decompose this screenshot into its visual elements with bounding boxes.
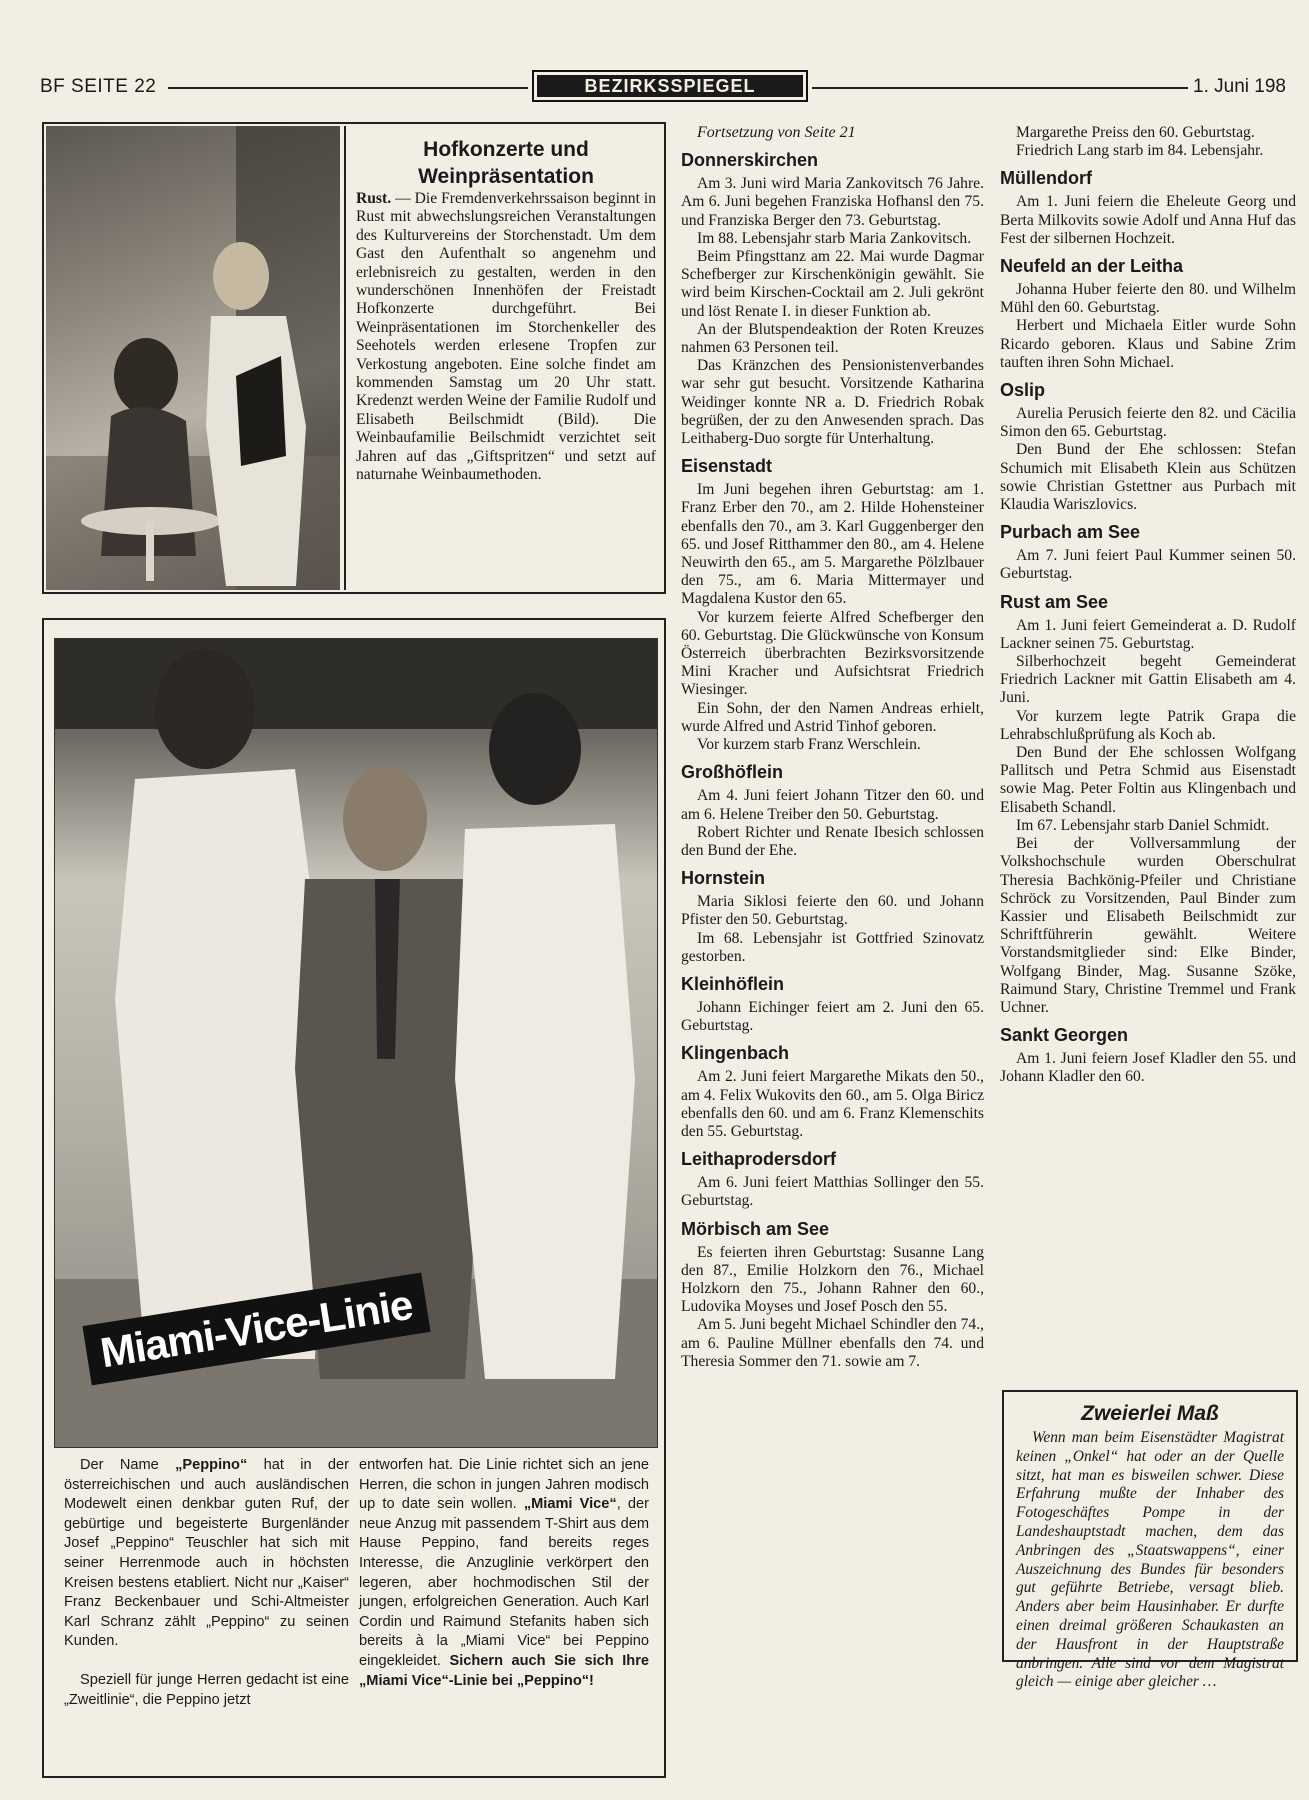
hofkonzerte-article [42, 122, 666, 594]
section-paragraph: Im Juni begehen ihren Geburtstag: am 1. Franz Erber den 70., am 2. Hilde Hohensteiner ebenfalls den 70., am 3. Karl Guggenberger den 65. und Josef Ritthammer den 80., am 4. Helene Neuwirth den 65., am 5. Margarethe Pölzlbauer den 75., am 6. Maria Mittermayer und Magdalena Kustor den 65. [681, 481, 984, 608]
header-rule-right [812, 87, 1188, 89]
section-heading: Rust am See [1000, 591, 1109, 612]
section-paragraph: Im 67. Lebensjahr starb Daniel Schmidt. [1016, 816, 1270, 834]
section-paragraph: Johann Eichinger feiert am 2. Juni den 65. Geburtstag. [681, 998, 984, 1035]
hofkonzerte-body [356, 190, 656, 485]
section-paragraph: Den Bund der Ehe schlossen: Stefan Schumich mit Elisabeth Klein aus Schützen sowie Christian Gstettner aus Purbach mit Klaudia Wariszlovics. [1000, 441, 1296, 514]
ad-paragraph-1 [64, 1456, 349, 1652]
header-rule-left [168, 87, 528, 89]
zweierlei-mass-title: Zweierlei Maß [1081, 1402, 1219, 1425]
section-paragraph: Silberhochzeit begeht Gemeinderat Friedrich Lackner mit Gattin Elisabeth am 4. Juni. [1000, 653, 1296, 707]
section-heading: Leithaprodersdorf [681, 1149, 837, 1170]
section-paragraph: Maria Siklosi feierte den 60. und Johann Pfister den 50. Geburtstag. [681, 893, 984, 929]
winemaker-couple-illustration [46, 126, 340, 590]
section-paragraph: Vor kurzem starb Franz Werschlein. [697, 736, 921, 754]
section-label [532, 70, 808, 102]
section-paragraph: Ein Sohn, der den Namen Andreas erhielt, wurde Alfred und Astrid Tinhof geboren. [681, 699, 984, 735]
section-heading: Hornstein [681, 868, 766, 889]
section-paragraph: Am 1. Juni feiert Gemeinderat a. D. Rudolf Lackner seinen 75. Geburtstag. [1000, 616, 1296, 652]
section-paragraph: Es feierten ihren Geburtstag: Susanne Lang den 87., Emilie Holzkorn den 76., Michael Holzkorn den 75., Johann Rahner den 60., Ludovika Moyses und Josef Posch den 55. [681, 1243, 984, 1316]
section-paragraph: Den Bund der Ehe schlossen Wolfgang Pallitsch und Petra Schmid aus Eisenstadt sowie Mag. Peter Foltin aus Klingenbach und Elisabeth Schandl. [1000, 744, 1296, 816]
section-paragraph: Im 68. Lebensjahr ist Gottfried Szinovatz gestorben. [681, 929, 984, 965]
peppino-fashion-photo [54, 638, 658, 1448]
section-paragraph: Am 3. Juni wird Maria Zankovitsch 76 Jahre. Am 6. Juni begehen Franziska Hofhansl den 75. und Franziska Berger den 73. Geburtstag. [681, 175, 984, 229]
section-paragraph: Herbert und Michaela Eitler wurde Sohn Ricardo geboren. Klaus und Sabine Zrim tauften ihren Sohn Michael. [1000, 317, 1296, 371]
middle-section-donnerskirchen [681, 149, 984, 448]
section-label-text: BEZIRKSSPIEGEL [537, 75, 803, 97]
middle-section-eisenstadt [681, 455, 984, 754]
section-paragraph: An der Blutspendeaktion der Roten Kreuzes nahmen 63 Personen teil. [681, 320, 984, 357]
hofkonzerte-title: Hofkonzerte und Weinpräsentation [418, 138, 594, 188]
winemaker-couple-photo [46, 126, 340, 590]
ad-p3-call-to-action: Sichern auch Sie sich Ihre „Miami Vice“-Linie bei „Peppino“! [359, 1652, 649, 1689]
section-heading: Neufeld an der Leitha [1000, 256, 1184, 277]
right-section-purbach [1000, 521, 1296, 583]
zweierlei-mass-box [1002, 1390, 1298, 1691]
middle-section-hornstein [681, 867, 984, 966]
ad-p1-peppino: „Peppino“ [175, 1457, 248, 1473]
section-paragraph: Das Kränzchen des Pensionistenverbandes war sehr gut besucht. Vorsitzende Katharina Weidinger konnte NR a. D. Friedrich Robak begrüßen, der zu den Anwesenden sprach. Das Leithaberg-Duo sorgte für Unterhaltung. [681, 357, 984, 448]
photo-divider [344, 126, 346, 590]
right-column [1000, 124, 1296, 1087]
section-heading: Großhöflein [681, 762, 783, 783]
section-paragraph: Am 6. Juni feiert Matthias Sollinger den 55. Geburtstag. [681, 1174, 984, 1210]
ad-column-2 [359, 1456, 649, 1691]
zweierlei-mass-text: Wenn man beim Eisenstädter Magistrat keinen „Onkel“ hat oder an der Quelle sitzt, hat man es bisweilen schwer. Diese Erfahrung mußte der Inhaber des Fotogeschäftes Pompe in der Landeshauptstadt machen, dem das Anbringen des „Staatswappens“, einer Auszeichnung des Bundes für besonders gut geführte Betriebe, versagt blieb. Anders aber beim Hausinhaber. Er durfte einen dreimal größeren Schaukasten an der Hausfront in der Hauptstraße anbringen. Alle sind vor dem Magistrat gleich — einige aber gleicher … [1016, 1429, 1284, 1691]
intro-paragraph: Margarethe Preiss den 60. Geburtstag. [1016, 124, 1255, 141]
section-paragraph: Am 5. Juni begeht Michael Schindler den 74., am 6. Pauline Müllner ebenfalls den 74. und Theresia Sommer den 71. sowie am 7. [681, 1316, 984, 1370]
middle-section-grosshoeflein [681, 761, 984, 860]
section-heading: Sankt Georgen [1000, 1025, 1129, 1046]
section-paragraph: Am 7. Juni feiert Paul Kummer seinen 50. Geburtstag. [1000, 547, 1296, 583]
hofkonzerte-place: Rust. [356, 190, 392, 207]
ad-paragraph-3 [359, 1456, 649, 1691]
section-paragraph: Vor kurzem legte Patrik Grapa die Lehrabschlußprüfung als Koch ab. [1000, 707, 1296, 743]
section-heading: Mörbisch am See [681, 1218, 830, 1239]
section-heading: Oslip [1000, 380, 1046, 401]
section-heading: Klingenbach [681, 1043, 790, 1064]
page-number: BF SEITE 22 [40, 76, 157, 97]
peppino-miami-vice-ad [42, 618, 666, 1778]
ad-p3-a: entworfen hat. Die Linie richtet sich an jene Herren, die schon in jungen Jahren modisch up to date sein wollen. [359, 1457, 649, 1513]
continuation-note: Fortsetzung von Seite 21 [697, 124, 856, 141]
right-section-oslip [1000, 379, 1296, 514]
ad-paragraph-2: Speziell für junge Herren gedacht ist eine „Zweitlinie“, die Peppino jetzt [64, 1671, 349, 1708]
section-paragraph: Bei der Vollversammlung der Volkshochschule wurden Oberschulrat Theresia Bachkönig-Pfeiler und Christiane Schröck zu Vorsitzenden, Paul Binder zum Kassier und Elisabeth Beilschmidt zur Schriftführerin gewählt. Weitere Vorstandsmitglieder sind: Elke Binder, Wolfgang Binder, Mag. Susanne Szöke, Raimund Stary, Christine Tremmel und Frank Uchner. [1000, 835, 1296, 1016]
intro-paragraph: Friedrich Lang starb im 84. Lebensjahr. [1016, 142, 1264, 160]
section-paragraph: Vor kurzem feierte Alfred Schefberger den 60. Geburtstag. Die Glückwünsche von Konsum Österreich überbrachten Bezirksvorsitzende Mini Kracher und Aufsichtsrat Friedrich Wiesinger. [681, 608, 984, 699]
ad-p3-c: , der neue Anzug mit passendem T-Shirt aus dem Hause Peppino, fand bereits reges Interesse, die Anzuglinie verkörpert den legeren, aber hochmodischen Stil der jungen, erfolgreichen Generation. Auch Karl Cordin und Raimund Stefanits haben sich bereits à la „Miami Vice“ bei Peppino eingekleidet. [359, 1496, 650, 1669]
right-section-neufeld [1000, 255, 1296, 372]
ad-column-1 [64, 1456, 349, 1710]
section-paragraph: Am 2. Juni feiert Margarethe Mikats den 50., am 4. Felix Wukovits den 60., am 5. Olga Biricz ebenfalls den 60. und am 6. Franz Klemenschits den 55. Geburtstag. [681, 1068, 984, 1140]
section-paragraph: Am 1. Juni feiern die Eheleute Georg und Berta Milkovits sowie Adolf und Anna Huf das Fest der silbernen Hochzeit. [1000, 193, 1296, 247]
middle-column [681, 124, 984, 1371]
issue-date: 1. Juni 198 [1193, 76, 1286, 97]
middle-section-leithaprodersdorf [681, 1148, 984, 1210]
section-paragraph: Robert Richter und Renate Ibesich schlossen den Bund der Ehe. [681, 823, 984, 859]
section-heading: Eisenstadt [681, 456, 773, 477]
hofkonzerte-text-block [356, 136, 656, 485]
section-heading: Purbach am See [1000, 522, 1141, 543]
section-heading: Müllendorf [1000, 168, 1092, 189]
section-heading: Donnerskirchen [681, 150, 819, 171]
right-section-muellendorf [1000, 167, 1296, 248]
ad-p3-miami-vice: „Miami Vice“ [523, 1496, 617, 1513]
miami-vice-banner: Miami-Vice-Linie [82, 1273, 430, 1386]
right-section-rust [1000, 591, 1296, 1017]
section-paragraph: Am 1. Juni feiern Josef Kladler den 55. und Johann Kladler den 60. [1000, 1050, 1296, 1086]
section-paragraph: Aurelia Perusich feierte den 82. und Cäcilia Simon den 65. Geburtstag. [1000, 405, 1296, 441]
right-section-sankt-georgen [1000, 1024, 1296, 1086]
middle-section-moerbisch [681, 1218, 984, 1371]
ad-p1-c: hat in der österreichischen und auch ausländischen Modewelt einen denkbar guten Ruf, der gebürtige und begeisterte Burgenländer Josef „Peppino“ Teuschler hat sich mit seiner Herrenmode auch in höchsten Kreisen bestens etabliert. Nicht nur „Kaiser“ Franz Beckenbauer und Schi-Altmeister Karl Schranz zählt „Peppino“ zu seinen Kunden. [64, 1457, 349, 1650]
hofkonzerte-text: — Die Fremdenverkehrssaison beginnt in Rust mit abwechslungsreichen Veranstaltungen des Kulturvereins der Storchenstadt. Um dem Gast den Aufenthalt so angenehm und erlebnisreich zu gestalten, werden in den wunderschönen Innenhöfen der Freistadt Hofkonzerte durchgeführt. Bei Weinpräsentationen im Storchenkeller des Seehotels werden erlesene Tropfen zur Verkostung angeboten. Eine solche findet am kommenden Samstag um 20 Uhr statt. Kredenzt werden Weine der Familie Rudolf und Elisabeth Beilschmidt (Bild). Die Weinbaufamilie Beilschmidt verzichtet seit Jahren auf das „Giftspritzen“ und setzt auf naturnahe Weinbaumethoden. [356, 190, 656, 484]
section-paragraph: Am 4. Juni feiert Johann Titzer den 60. und am 6. Helene Treiber den 50. Geburtstag. [681, 787, 984, 823]
ad-p1-a: Der Name [80, 1457, 176, 1473]
section-heading: Kleinhöflein [681, 973, 784, 994]
section-paragraph: Johanna Huber feierte den 80. und Wilhelm Mühl den 60. Geburtstag. [1000, 281, 1296, 317]
middle-section-kleinhoeflein [681, 973, 984, 1035]
section-paragraph: Im 88. Lebensjahr starb Maria Zankovitsch. [697, 229, 972, 247]
middle-section-klingenbach [681, 1042, 984, 1141]
section-paragraph: Beim Pfingsttanz am 22. Mai wurde Dagmar Schefberger zur Kirschenkönigin gewählt. Sie wird beim Kirschen-Cocktail am 2. Juli gekrönt und löst Renate I. in dieser Funktion ab. [681, 248, 984, 320]
